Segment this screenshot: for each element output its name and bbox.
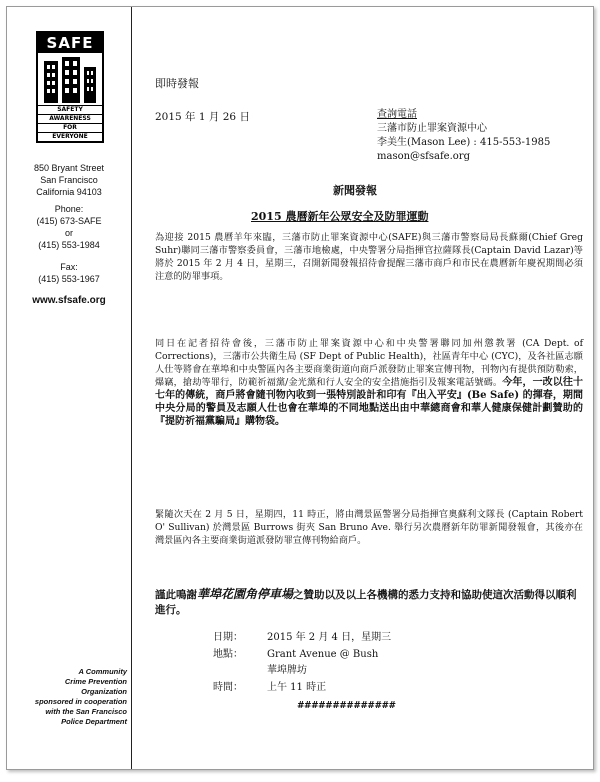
- logo-tagline-line: FOR: [38, 123, 102, 132]
- org-note-line: with the San Francisco: [45, 707, 127, 716]
- phone-block: [7, 203, 131, 251]
- release-body: [147, 7, 587, 769]
- contact-block: [377, 108, 550, 164]
- thanks-sponsor: 華埠花園角停車場: [197, 587, 294, 601]
- news-release-label: 新聞發報: [333, 184, 377, 197]
- logo-tagline-line: EVERYONE: [38, 132, 102, 141]
- fax-number: (415) 553-1967: [38, 274, 100, 284]
- street-address: [7, 162, 131, 198]
- event-time-label: 時間：: [213, 681, 243, 693]
- event-place-row-2: [213, 663, 391, 680]
- phone-or: or: [64, 228, 73, 238]
- thanks-prefix: 謹此鳴謝: [155, 589, 197, 601]
- thanks-suffix: 之贊助以及以上各機構的悉力支持和協助使這次活動得以順利進行。: [155, 589, 577, 616]
- event-date-value: 2015 年 2 月 4 日，星期三: [267, 632, 392, 643]
- event-place-label: 地點：: [213, 648, 243, 660]
- address-line: San Francisco: [40, 175, 98, 185]
- contact-person: 李美生(Mason Lee) : 415-553-1985: [377, 137, 551, 148]
- paragraph-outreach: [155, 337, 583, 428]
- headline: 2015 農曆新年公眾安全及防罪運動: [251, 210, 429, 223]
- event-date-row: [213, 630, 391, 647]
- release-label: 即時發報: [155, 77, 199, 90]
- logo-tagline-line: AWARENESS: [38, 114, 102, 123]
- org-note-line: Crime Prevention: [64, 677, 127, 686]
- fax-label: Fax:: [60, 262, 78, 272]
- contact-email[interactable]: mason@sfsafe.org: [377, 151, 470, 162]
- acknowledgement: [155, 587, 583, 618]
- org-note-line: Organization: [81, 687, 127, 696]
- logo-tagline-line: SAFETY: [38, 105, 102, 114]
- event-details: [213, 630, 391, 696]
- letterhead-sidebar: [7, 7, 132, 769]
- event-date-label: 日期：: [213, 632, 243, 643]
- building-icon: [38, 53, 102, 105]
- website-link[interactable]: www.sfsafe.org: [32, 295, 106, 306]
- contact-org: 三藩市防止罪案資源中心: [377, 123, 487, 134]
- event-place-value-2: 華埠牌坊: [267, 665, 307, 676]
- release-date: 2015 年 1 月 26 日: [155, 111, 250, 123]
- address-line: California 94103: [36, 187, 102, 197]
- end-mark: ##############: [297, 701, 396, 711]
- paragraph-outreach-highlight: 今年，一改以往十七年的傳統，商戶將會隨刊物內收到一張特別設計和印有『出入平安』(Be Safe) 的揮春，期間中央分局的警員及志願人仕也會在華埠的不同地點送出由中華總商會和華人健康保健計劃贊助的『提防祈福黨騙局』購物袋。: [155, 377, 584, 427]
- event-time-row: [213, 680, 391, 697]
- organization-note: [7, 667, 131, 727]
- org-note-line: sponsored in cooperation: [34, 697, 127, 706]
- paragraph-followup: 緊隨次天在 2 月 5 日，星期四，11 時正，將由灣景區警署分局指揮官奧蘇利文隊長 (Captain Robert O' Sullivan) 於灣景區 Burrows 街夾 San Bruno Ave. 舉行另次農曆新年防罪新聞發報會，其後亦在灣景區內各主要商業街道派發防罪宣傳刊物給商戶。: [155, 509, 583, 546]
- press-release-page: [6, 6, 594, 770]
- event-place-value: Grant Avenue @ Bush: [267, 648, 379, 660]
- phone-label: Phone:: [54, 204, 84, 214]
- fax-block: [7, 261, 131, 285]
- org-note-line: Police Department: [61, 717, 127, 726]
- address-line: 850 Bryant Street: [33, 163, 105, 173]
- logo-title: SAFE: [38, 33, 102, 53]
- contact-title: 查詢電話: [377, 109, 417, 120]
- event-place-row: [213, 647, 391, 664]
- org-note-line: A Community: [78, 667, 127, 676]
- phone-number: (415) 553-1984: [38, 240, 100, 250]
- logo-tagline: [38, 105, 102, 141]
- paragraph-outreach-text: 同日在記者招待會後，三藩市防止罪案資源中心和中央警署聯同加州懲教署 (CA Dept. of Corrections)，三藩市公共衛生局 (SF Dept of Public Health)，社區青年中心 (CYC)，及各社區志願人仕等將會在華埠和中央警區內各主要商業街道向商戶派發防止罪案宣傳刊物，刊物內有提供預防勒索，爆竊，搶劫等罪行，防範祈福黨/金光黨和行人安全的安全措施指引及報案電話號碼。: [155, 338, 583, 388]
- safe-logo: [36, 31, 104, 143]
- phone-number: (415) 673-SAFE: [36, 216, 102, 226]
- event-time-value: 上午 11 時正: [267, 681, 327, 693]
- paragraph-intro: 為迎接 2015 農曆羊年來臨，三藩市防止罪案資源中心(SAFE)與三藩市警察局局長蘇爾(Chief Greg Suhr)聯同三藩市警察委員會，三藩市地檢處，中央警署分局指揮官拉薩隊長(Captain David Lazar)等將於 2015 年 2 月 4 日，星期三，召開新聞發報招待會提醒三藩市商戶和市民在農曆新年慶祝期間必須注意的防罪事項。: [155, 232, 583, 282]
